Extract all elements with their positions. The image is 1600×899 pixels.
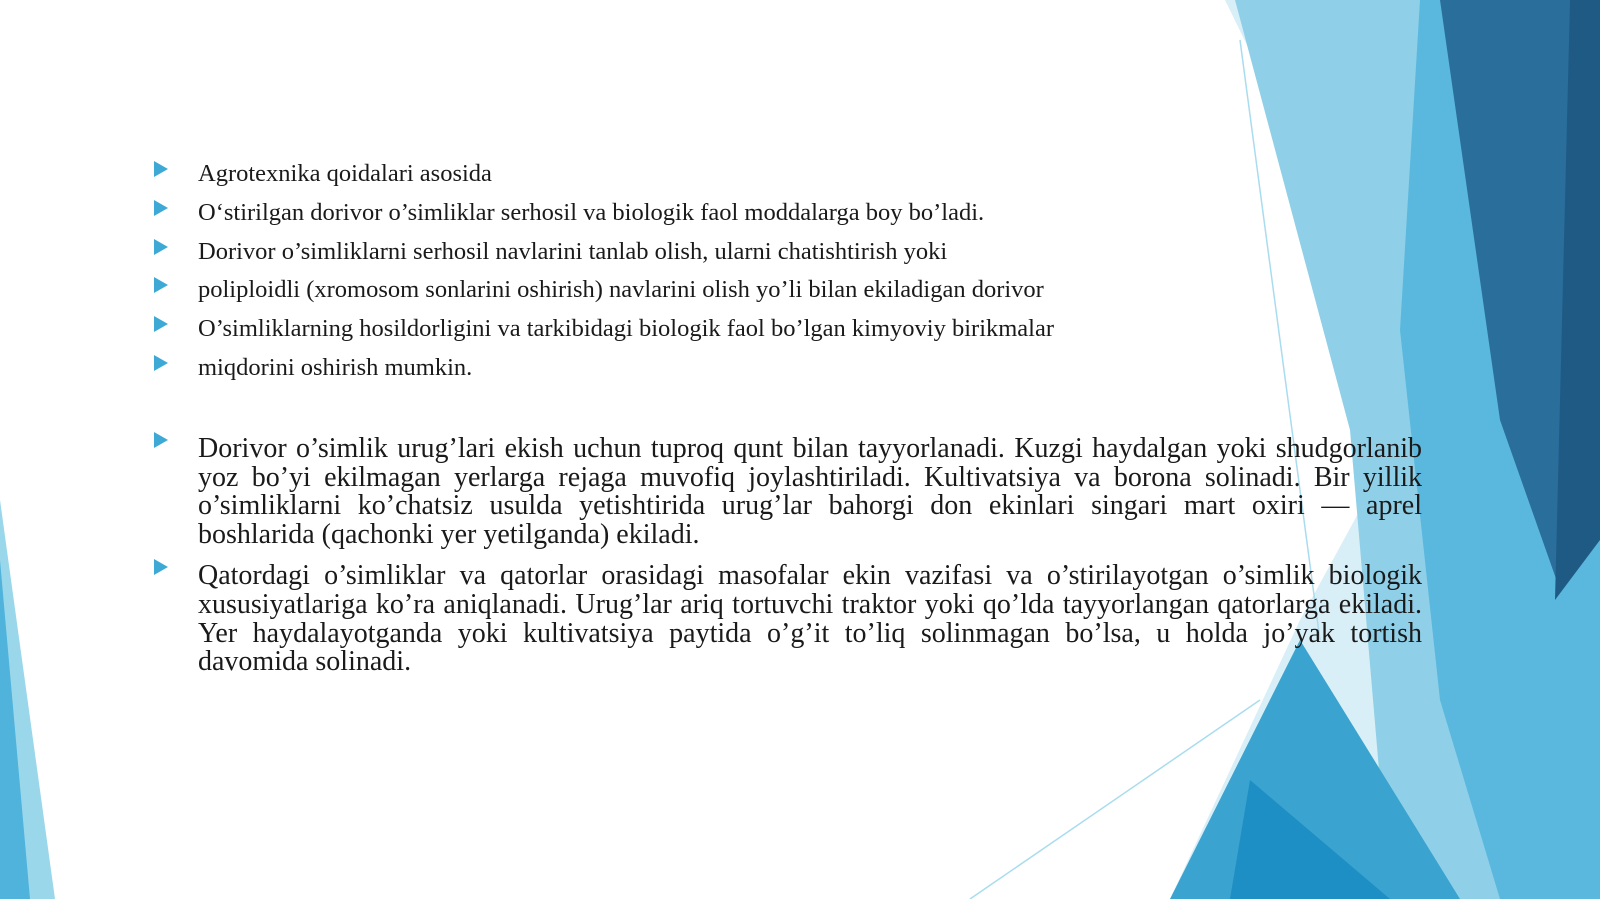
paragraph-text: Qatordagi o’simliklar va qatorlar orasidagi masofalar ekin vazifasi va o’stirilayotgan o’simlik biologik xususiyatlariga ko’ra aniqlanadi. Urug’lar ariq tortuvchi traktor yoki qo’lda tayyorlangan qatorlarga ekiladi. Yer haydalayotganda yoki kultivatsiya paytida o’g’it to’liq solinmagan bo’lsa, u holda jo’yak tortish davomida solinadi.: [198, 560, 1422, 678]
bullet-arrow-icon: [154, 161, 168, 177]
bullet-list-short: [150, 155, 1250, 388]
bullet-arrow-icon: [154, 316, 168, 332]
bullet-arrow-icon: [154, 277, 168, 293]
paragraph-text: Dorivor o’simlik urug’lari ekish uchun tuproq qunt bilan tayyorlanadi. Kuzgi haydalgan yoki shudgorlanib yoz bo’yi ekilmagan yerlarga rejaga muvofiq joylashtiriladi. Kultivatsiya va borona solinadi. Bir yillik o’simliklarni ko’chatsiz usulda yetishtirida urug’lar bahorgi don ekinlari singari mart oxiri — aprel boshlarida (qachonki yer yetilganda) ekiladi.: [198, 433, 1422, 550]
paragraph-item: [150, 562, 1422, 676]
list-item-text: Agrotexnika qoidalari asosida: [198, 160, 492, 187]
list-item-text: Dorivor o’simliklarni serhosil navlarini tanlab olish, ularni chatishtirish yoki: [198, 237, 948, 265]
list-item-text: poliploidli (xromosom sonlarini oshirish) navlarini olish yo’li bilan ekiladigan dorivor: [198, 276, 1044, 304]
list-item: [150, 194, 1250, 233]
list-item: [150, 349, 1250, 388]
bullet-arrow-icon: [154, 432, 168, 448]
list-item: [150, 310, 1250, 349]
list-item-text: O‘stirilgan dorivor o’simliklar serhosil va biologik faol moddalarga boy bo’ladi.: [198, 198, 985, 226]
bullet-arrow-icon: [154, 559, 168, 575]
list-item: [150, 155, 1250, 194]
list-item-text: O’simliklarning hosildorligini va tarkibidagi biologik faol bo’lgan kimyoviy birikmalar: [198, 315, 1055, 343]
list-item: [150, 271, 1250, 310]
bullet-list-paragraphs: [150, 435, 1422, 690]
list-item-text: miqdorini oshirish mumkin.: [198, 353, 473, 381]
list-item: [150, 233, 1250, 272]
bullet-arrow-icon: [154, 239, 168, 255]
bullet-arrow-icon: [154, 200, 168, 216]
paragraph-item: [150, 435, 1422, 549]
bullet-arrow-icon: [154, 355, 168, 371]
